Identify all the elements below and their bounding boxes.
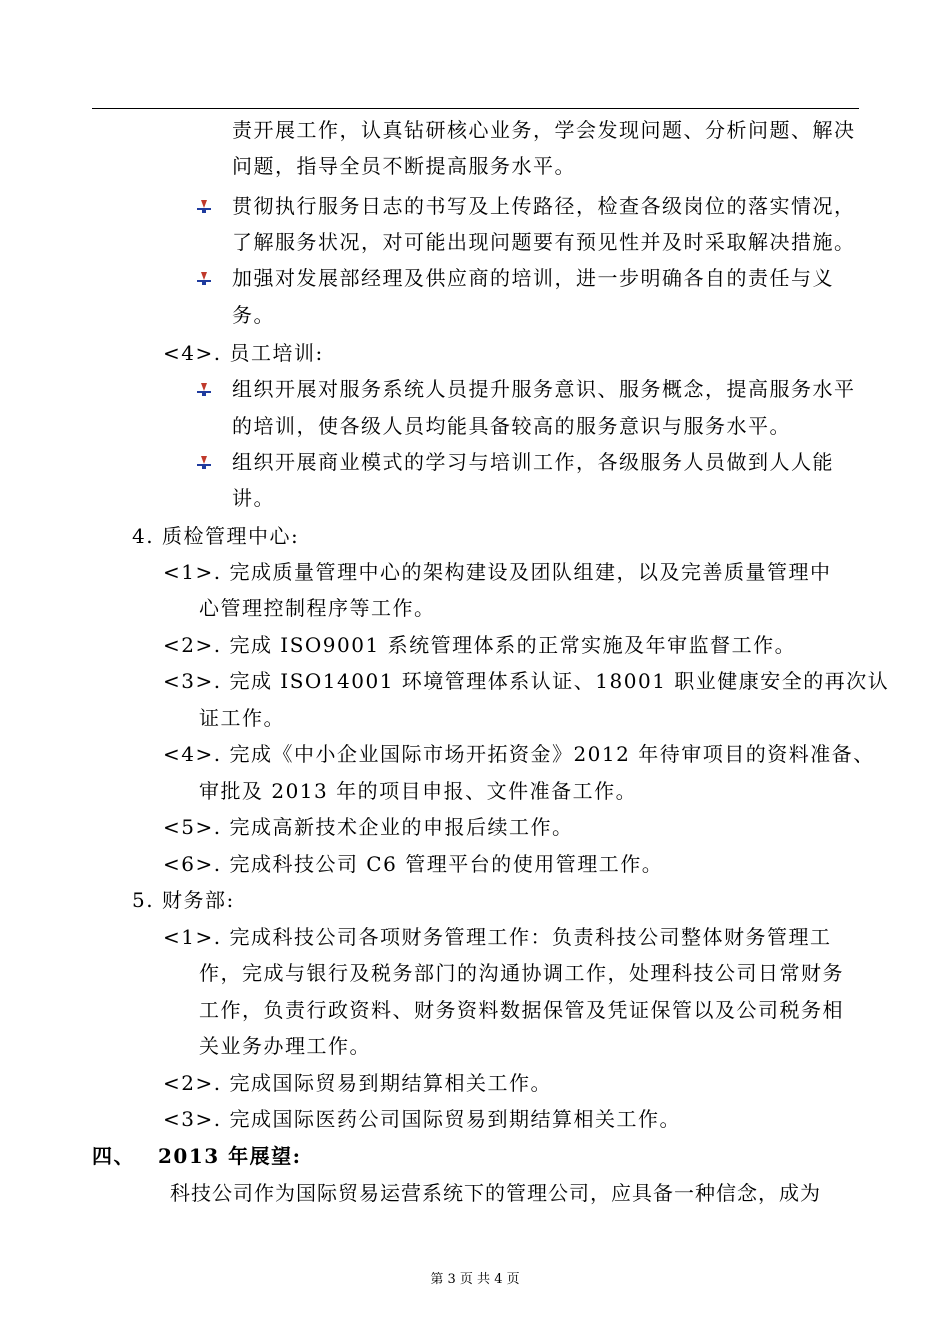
text-line: 作，完成与银行及税务部门的沟通协调工作，处理科技公司日常财务: [199, 961, 844, 985]
text-line: <3>. 完成 ISO14001 环境管理体系认证、18001 职业健康安全的再次认: [163, 669, 890, 693]
text-line: 责开展工作，认真钻研核心业务，学会发现问题、分析问题、解决: [232, 118, 856, 142]
text-line: 审批及 2013 年的项目申报、文件准备工作。: [199, 779, 638, 803]
text-line: 工作，负责行政资料、财务资料数据保管及凭证保管以及公司税务相: [199, 998, 844, 1022]
arrow-bullet-icon: [196, 382, 212, 398]
text-line: 的培训，使各级人员均能具备较高的服务意识与服务水平。: [232, 414, 791, 438]
text-line: 加强对发展部经理及供应商的培训，进一步明确各自的责任与义: [232, 266, 834, 290]
header-rule: [92, 108, 859, 109]
chapter-number: 四、: [92, 1144, 135, 1168]
section-item-heading: <4>. 员工培训:: [163, 341, 324, 365]
text-line: 讲。: [232, 486, 275, 510]
text-line: <2>. 完成国际贸易到期结算相关工作。: [163, 1071, 552, 1095]
section-heading: 4. 质检管理中心:: [132, 524, 300, 548]
text-line: 务。: [232, 303, 275, 327]
page-footer: 第 3 页 共 4 页: [430, 1272, 520, 1287]
section-heading: 5. 财务部:: [132, 888, 235, 912]
text-line: <2>. 完成 ISO9001 系统管理体系的正常实施及年审监督工作。: [163, 633, 797, 657]
text-line: 问题，指导全员不断提高服务水平。: [232, 154, 576, 178]
text-line: <3>. 完成国际医药公司国际贸易到期结算相关工作。: [163, 1107, 681, 1131]
text-line: <6>. 完成科技公司 C6 管理平台的使用管理工作。: [163, 852, 664, 876]
chapter-title: 2013 年展望:: [158, 1144, 302, 1168]
text-line: <4>. 完成《中小企业国际市场开拓资金》2012 年待审项目的资料准备、: [163, 742, 875, 766]
text-line: 关业务办理工作。: [199, 1034, 371, 1058]
text-line: 科技公司作为国际贸易运营系统下的管理公司，应具备一种信念，成为: [170, 1181, 821, 1205]
text-line: 心管理控制程序等工作。: [199, 596, 436, 620]
arrow-bullet-icon: [196, 271, 212, 287]
arrow-bullet-icon: [196, 455, 212, 471]
text-line: 证工作。: [199, 706, 285, 730]
text-line: <1>. 完成科技公司各项财务管理工作：负责科技公司整体财务管理工: [163, 925, 832, 949]
text-line: 组织开展对服务系统人员提升服务意识、服务概念，提高服务水平: [232, 377, 856, 401]
text-line: <1>. 完成质量管理中心的架构建设及团队组建，以及完善质量管理中: [163, 560, 832, 584]
text-line: 了解服务状况，对可能出现问题要有预见性并及时采取解决措施。: [232, 230, 856, 254]
text-line: 组织开展商业模式的学习与培训工作，各级服务人员做到人人能: [232, 450, 834, 474]
text-line: <5>. 完成高新技术企业的申报后续工作。: [163, 815, 574, 839]
text-line: 贯彻执行服务日志的书写及上传路径，检查各级岗位的落实情况，: [232, 194, 856, 218]
arrow-bullet-icon: [196, 199, 212, 215]
